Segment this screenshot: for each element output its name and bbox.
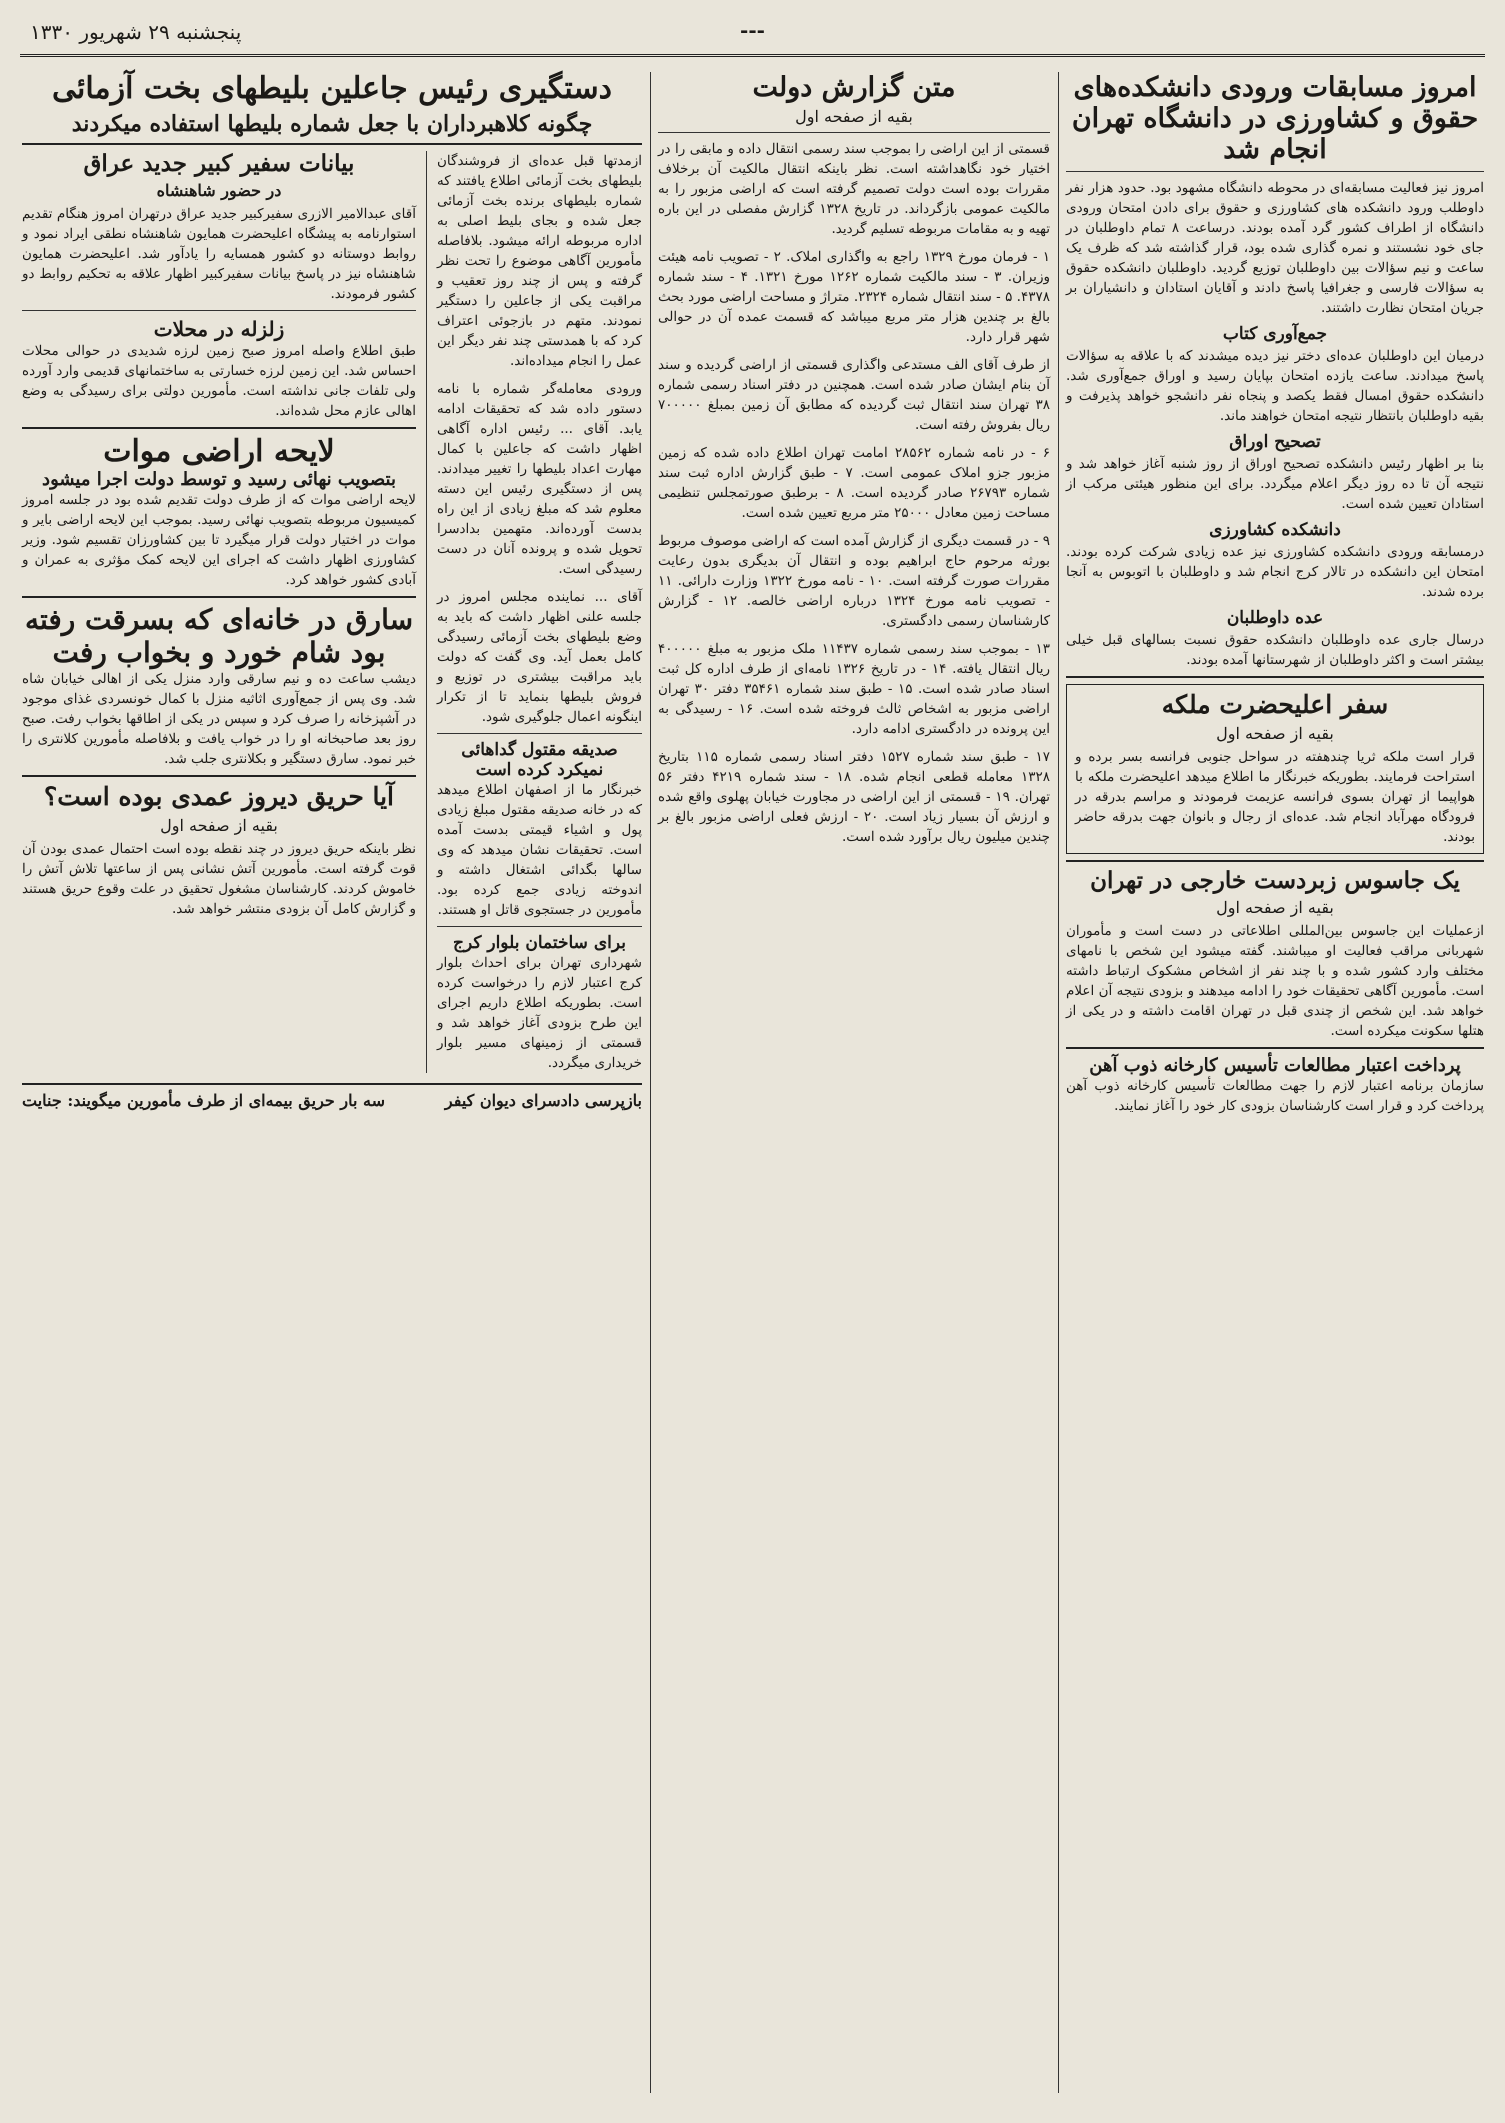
headline-lottery-forgers: دستگیری رئیس جاعلین بلیطهای بخت آزمائی	[52, 71, 612, 106]
article-body: خبرنگار ما از اصفهان اطلاع میدهد که در خانه صدیقه مقتول مبلغ زیادی پول و اشیاء قیمتی بدست آمده است. تحقیقات نشان میدهد که وی سالها بگدائی اشتغال داشته و اندوخته زیادی جمع کرده بود. مأمورین در جستجوی قاتل او هستند.	[437, 781, 642, 918]
headline-spy: یک جاسوس زبردست خارجی در تهران	[1090, 866, 1460, 894]
left-subcolumn	[22, 151, 416, 1073]
headline-fire: آیا حریق دیروز عمدی بوده است؟	[44, 781, 394, 811]
masthead-rule	[20, 54, 1485, 57]
continued-note: بقیه از صفحه اول	[1216, 723, 1334, 743]
headline-queen-trip: سفر اعلیحضرت ملکه	[1161, 690, 1389, 720]
bottom-headline: سه بار حریق بیمه‌ای از طرف مأمورین میگویند: جنایت	[22, 1090, 385, 1110]
masthead-date: پنجشنبه ۲۹ شهریور ۱۳۳۰	[30, 20, 242, 44]
divider	[1066, 1047, 1484, 1049]
article-body: درسال جاری عده داوطلبان دانشکده حقوق نسبت بسالهای قبل خیلی بیشتر است و اکثر داوطلبان از شهرستانها آمده بودند.	[1066, 632, 1484, 669]
divider	[1066, 676, 1484, 678]
article-body: ۱۳ - بموجب سند رسمی شماره ۱۱۴۳۷ ملک مزبور به مبلغ ۴۰۰۰۰۰ ریال انتقال یافته. ۱۴ - در تاریخ ۱۳۲۶ نامه‌ای از طرف اداره کل ثبت اسناد صادر شده است. ۱۵ - طبق سند شماره ۳۵۴۶۱ دفتر ۳۰ تهران اراضی مزبور به اشخاص ثالث فروخته شده است. ۱۶ - رسیدگی به این پرونده در دادگستری ادامه دارد.	[658, 641, 1051, 738]
divider	[22, 143, 642, 145]
article-body: درمیان این داوطلبان عده‌ای دختر نیز دیده میشدند که با علاقه به سؤالات پاسخ میدادند. ساعت یازده امتحان بپایان رسید و اوراق جمع‌آوری شد. دانشکده حقوق امسال فقط یکصد و پنجاه نفر دانشجو خواهد پذیرفت و بقیه داوطلبان بانتظار نتیجه امتحان خواهند ماند.	[1066, 348, 1484, 425]
column-separator	[426, 151, 427, 1073]
continued-note: بقیه از صفحه اول	[1216, 898, 1334, 918]
continued-note: بقیه از صفحه اول	[795, 107, 913, 127]
article-body: ازمدتها قبل عده‌ای از فروشندگان بلیطهای بخت آزمائی اطلاع یافتند که شماره بلیطهای برنده بخت آزمائی جعل شده و بجای بلیط اصلی به اداره مربوطه ارائه میشود. بلافاصله مأمورین آگاهی موضوع را تحت نظر گرفته و پس از چند روز تعقیب و مراقبت یکی از جاعلین را دستگیر نمودند. متهم در بازجوئی اعتراف کرد که با همدستی چند نفر دیگر این عمل را انجام میداده‌اند.	[437, 152, 642, 369]
subheadline-lottery-forgers: چگونه کلاهبرداران با جعل شماره بلیطها استفاده میکردند	[71, 110, 593, 137]
headline-beggar: صدیقه مقتول گداهائی نمیکرد کرده است	[461, 739, 618, 780]
article-body: ۱ - فرمان مورخ ۱۳۲۹ راجع به واگذاری املاک. ۲ - تصویب نامه هیئت وزیران. ۳ - سند مالکیت شماره ۱۲۶۲ مورخ ۱۳۲۱. ۴ - سند شماره ۴۳۷۸. ۵ - سند انتقال شماره ۲۳۲۴. متراژ و مساحت اراضی مورد بحث بالغ بر چندین هزار متر مربع میباشد که قسمت عمده آن در حوالی شهر قرار دارد.	[658, 249, 1050, 346]
subheading: عده داوطلبان	[1226, 608, 1324, 629]
article-body: قسمتی از این اراضی را بموجب سند رسمی انتقال داده و مابقی را در اختیار خود نگاهداشته است. نظر باینکه انتقال مالکیت آن برخلاف مقررات بوده است دولت تصمیم گرفته است که اراضی مزبور را به مالکیت عمومی بازگرداند. در تاریخ ۱۳۲۸ گزارش مفصلی در این باره تهیه و به مقامات مربوطه تسلیم گردید.	[658, 141, 1050, 238]
column-middle	[658, 72, 1050, 847]
article-body: نظر باینکه حریق دیروز در چند نقطه بوده است احتمال عمدی بودن آن قوت گرفته است. مأمورین آتش نشانی پس از ساعتها تلاش آتش را خاموش کردند. کارشناسان مشغول تحقیق در علت وقوع حریق هستند و گزارش کامل آن بزودی منتشر خواهد شد.	[22, 840, 416, 917]
divider	[1066, 171, 1484, 172]
article-body: لایحه اراضی موات که از طرف دولت تقدیم شده بود در جلسه امروز کمیسیون مربوطه بتصویب نهائی رسید. بموجب این لایحه اراضی بایر و موات در اختیار دولت قرار میگیرد تا بین کشاورزان تقسیم شود. وزیر کشاورزی اظهار داشت که اجرای این لایحه کمک مؤثری به عمران و آبادی کشور خواهد کرد.	[22, 492, 416, 589]
headline-barren-land-bill: لایحه اراضی موات	[103, 433, 335, 469]
article-body: درمسابقه ورودی دانشکده کشاورزی نیز عده زیادی شرکت کرده بودند. امتحان این دانشکده در تالار کرج انجام شد و داوطلبان با اتوبوس به آنجا برده شدند.	[1066, 544, 1484, 601]
masthead	[30, 12, 1475, 48]
continued-note: بقیه از صفحه اول	[160, 815, 278, 835]
divider	[658, 132, 1050, 133]
subheading: دانشکده کشاورزی	[1209, 520, 1341, 541]
lottery-article	[437, 151, 642, 1073]
divider	[437, 733, 642, 734]
subheading: جمع‌آوری کتاب	[1222, 324, 1328, 345]
divider	[22, 1083, 642, 1085]
article-body: ۶ - در نامه شماره ۲۸۵۶۲ امامت تهران اطلاع داده شده که زمین مزبور جزو املاک عمومی است. ۷ - طبق گزارش اداره ثبت سند شماره ۲۶۷۹۳ صادر گردیده است. ۸ - برطبق صورتمجلس تنظیمی مساحت زمین معادل ۲۵۰۰۰ متر مربع تعیین شده است.	[658, 445, 1050, 522]
headline-university-exams: امروز مسابقات ورودی دانشکده‌های حقوق و کشاورزی در دانشگاه تهران انجام شد	[1071, 72, 1479, 166]
article-body: آقای عبدالامیر الازری سفیرکبیر جدید عراق درتهران امروز هنگام تقدیم استوارنامه به پیشگاه اعلیحضرت همایون شاهنشاه نطقی ایراد نمود و روابط دوستانه دو کشور همسایه را یادآور شد. اعلیحضرت همایون شاهنشاه نیز در پاسخ بیانات سفیرکبیر اظهار علاقه به تحکیم روابط دو کشور فرمودند.	[22, 205, 416, 302]
article-body: طبق اطلاع واصله امروز صبح زمین لرزه شدیدی در حوالی محلات احساس شد. این زمین لرزه خسارتی به ساختمانهای قدیمی وارد آورده ولی تلفات جانی نداشته است. مأمورین دولتی برای رسیدگی به وضع اهالی عازم محل شده‌اند.	[22, 342, 416, 419]
column-separator	[1058, 72, 1059, 2093]
headline-iraq-ambassador: بیانات سفیر کبیر جدید عراق	[83, 149, 355, 177]
article-body: ورودی معامله‌گر شماره با نامه دستور داده شد که تحقیقات ادامه یابد. آقای ... رئیس اداره آگاهی اظهار داشت که جاعلین با کمال مهارت اعداد بلیطها را تغییر میدادند. پس از دستگیری رئیس این دسته معلوم شد که مبلغ زیادی از این راه بدست آورده‌اند. متهمین بدادسرا تحویل شده و پرونده آنان در دست رسیدگی است.	[437, 380, 642, 577]
subheading: تصحیح اوراق	[1229, 432, 1321, 453]
article-box-queen-trip	[1066, 684, 1484, 854]
headline-thief: سارق در خانه‌ای که بسرقت رفته بود شام خورد و بخواب رفت	[24, 603, 414, 669]
divider	[22, 775, 416, 777]
article-body: سازمان برنامه اعتبار لازم را جهت مطالعات تأسیس کارخانه ذوب آهن پرداخت کرد و قرار است کارشناسان بزودی کار خود را آغاز نمایند.	[1066, 1078, 1484, 1115]
article-body: ۹ - در قسمت دیگری از گزارش آمده است که اراضی موصوف مربوط بورثه مرحوم حاج ابراهیم بوده و انتقال آن بدیگری بدون رعایت مقررات صورت گرفته است. ۱۰ - نامه مورخ ۱۳۲۲ وزارت دارائی. ۱۱ - تصویب نامه مورخ ۱۳۲۴ درباره اراضی خالصه. ۱۲ - گزارش کارشناسان رسمی دادگستری.	[658, 533, 1050, 630]
column-left	[22, 72, 642, 1110]
divider	[22, 596, 416, 598]
divider	[1066, 860, 1484, 862]
article-body: از طرف آقای الف مستدعی واگذاری قسمتی از اراضی گردیده و سند آن بنام ایشان صادر شده است. همچنین در دفتر اسناد رسمی شماره ۳۸ تهران سند انتقال ثبت گردیده که مطابق آن زمین بمبلغ ۷۰۰۰۰۰ ریال بفروش رفته است.	[658, 357, 1050, 434]
column-right	[1066, 72, 1484, 1116]
article-body: بنا بر اظهار رئیس دانشکده تصحیح اوراق از روز شنبه آغاز خواهد شد و نتیجه آن تا ده روز دیگر اعلام میگردد. برای این منظور هیئتی مرکب از استادان تعیین شده است.	[1066, 456, 1484, 513]
article-body: ۱۷ - طبق سند شماره ۱۵۲۷ دفتر اسناد رسمی شماره ۱۱۵ بتاریخ ۱۳۲۸ معامله قطعی انجام شده. ۱۸ - سند شماره ۴۲۱۹ دفتر ۵۶ تهران. ۱۹ - قسمتی از این اراضی در مجاورت خیابان پهلوی واقع شده و ارزش آن بسیار زیاد است. ۲۰ - ارزش فعلی اراضی مزبور بالغ بر چندین میلیون ریال برآورد شده است.	[658, 749, 1050, 846]
subheadline-barren-land-bill: بتصویب نهائی رسید و توسط دولت اجرا میشود	[42, 469, 396, 491]
subheading: در حضور شاهنشاه	[156, 180, 282, 200]
column-separator	[650, 72, 651, 2093]
article-body: قرار است ملکه ثریا چندهفته در سواحل جنوبی فرانسه بسر برده و استراحت فرمایند. بطوریکه خبرنگار ما اطلاع میدهد اعلیحضرت ملکه با هواپیما از تهران بسوی فرانسه عزیمت فرمودند و مراسم بدرقه در فرودگاه مهرآباد انجام شد. عده‌ای از رجال و بانوان جهت بدرقه حاضر بودند.	[1075, 748, 1475, 845]
article-body: امروز نیز فعالیت مسابقه‌ای در محوطه دانشگاه مشهود بود. حدود هزار نفر داوطلب ورود دانشکده های کشاورزی و حقوق برای دادن امتحان ورودی دانشگاه از اطراف کشور گرد آمده بودند. درساعت ۸ تمام داوطلبان در جای خود نشستند و نمره گذاری شده بود، قرار گذاشته شد که ظرف یک ساعت و نیم سؤالات بین داوطلبان توزیع گردید. داوطلبان دانشکده حقوق به سؤالات فارسی و جغرافیا پاسخ دادند و آقایان استادان و دانشیاران بر جریان امتحان نظارت داشتند.	[1066, 180, 1484, 317]
divider	[22, 427, 416, 429]
bottom-headline: بازپرسی دادسرای دیوان کیفر	[444, 1090, 642, 1110]
divider	[437, 926, 642, 927]
headline-government-report: متن گزارش دولت	[752, 72, 956, 103]
masthead-page-mark: ---	[740, 18, 765, 42]
article-body: دیشب ساعت ده و نیم سارقی وارد منزل یکی از اهالی خیابان شاه شد. وی پس از جمع‌آوری اثاثیه منزل با کمال خونسردی غذای موجود در آشپزخانه را صرف کرد و سپس در یکی از اطاقها بخواب رفت. صبح روز بعد صاحبخانه او را در خواب یافت و بلافاصله مأمورین کلانتری را خبر نمود. سارق دستگیر و بکلانتری جلب شد.	[22, 670, 416, 767]
article-body: ازعملیات این جاسوس بین‌المللی اطلاعاتی در دست است و مأموران شهربانی مراقب فعالیت او میباشند. گفته میشود این شخص با نامهای مختلف وارد کشور شده و با چند نفر از اشخاص مشکوک ارتباط داشته است. مأمورین آگاهی تحقیقات خود را ادامه میدهند و بزودی نتیجه آن اعلام خواهد شد. این شخص از چندی قبل در تهران اقامت داشته و در یکی از هتلها سکونت میکرده است.	[1066, 923, 1484, 1040]
headline-steel-factory: پرداخت اعتبار مطالعات تأسیس کارخانه ذوب آهن	[1089, 1055, 1461, 1077]
headline-earthquake: زلزله در محلات	[153, 316, 285, 341]
divider	[22, 310, 416, 311]
article-body: شهرداری تهران برای احداث بلوار کرج اعتبار لازم را درخواست کرده است. بطوریکه اطلاع داریم اجرای این طرح بزودی آغاز خواهد شد و قسمتی از زمینهای مسیر بلوار خریداری میگردد.	[437, 954, 642, 1071]
headline-karaj-boulevard: برای ساختمان بلوار کرج	[453, 932, 626, 953]
article-body: آقای ... نماینده مجلس امروز در جلسه علنی اظهار داشت که باید به وضع بلیطهای بخت آزمائی رسیدگی کامل بعمل آید. وی گفت که دولت باید مراقبت بیشتری در توزیع و فروش بلیطها بنماید تا از تکرار اینگونه اعمال جلوگیری شود.	[437, 588, 642, 725]
